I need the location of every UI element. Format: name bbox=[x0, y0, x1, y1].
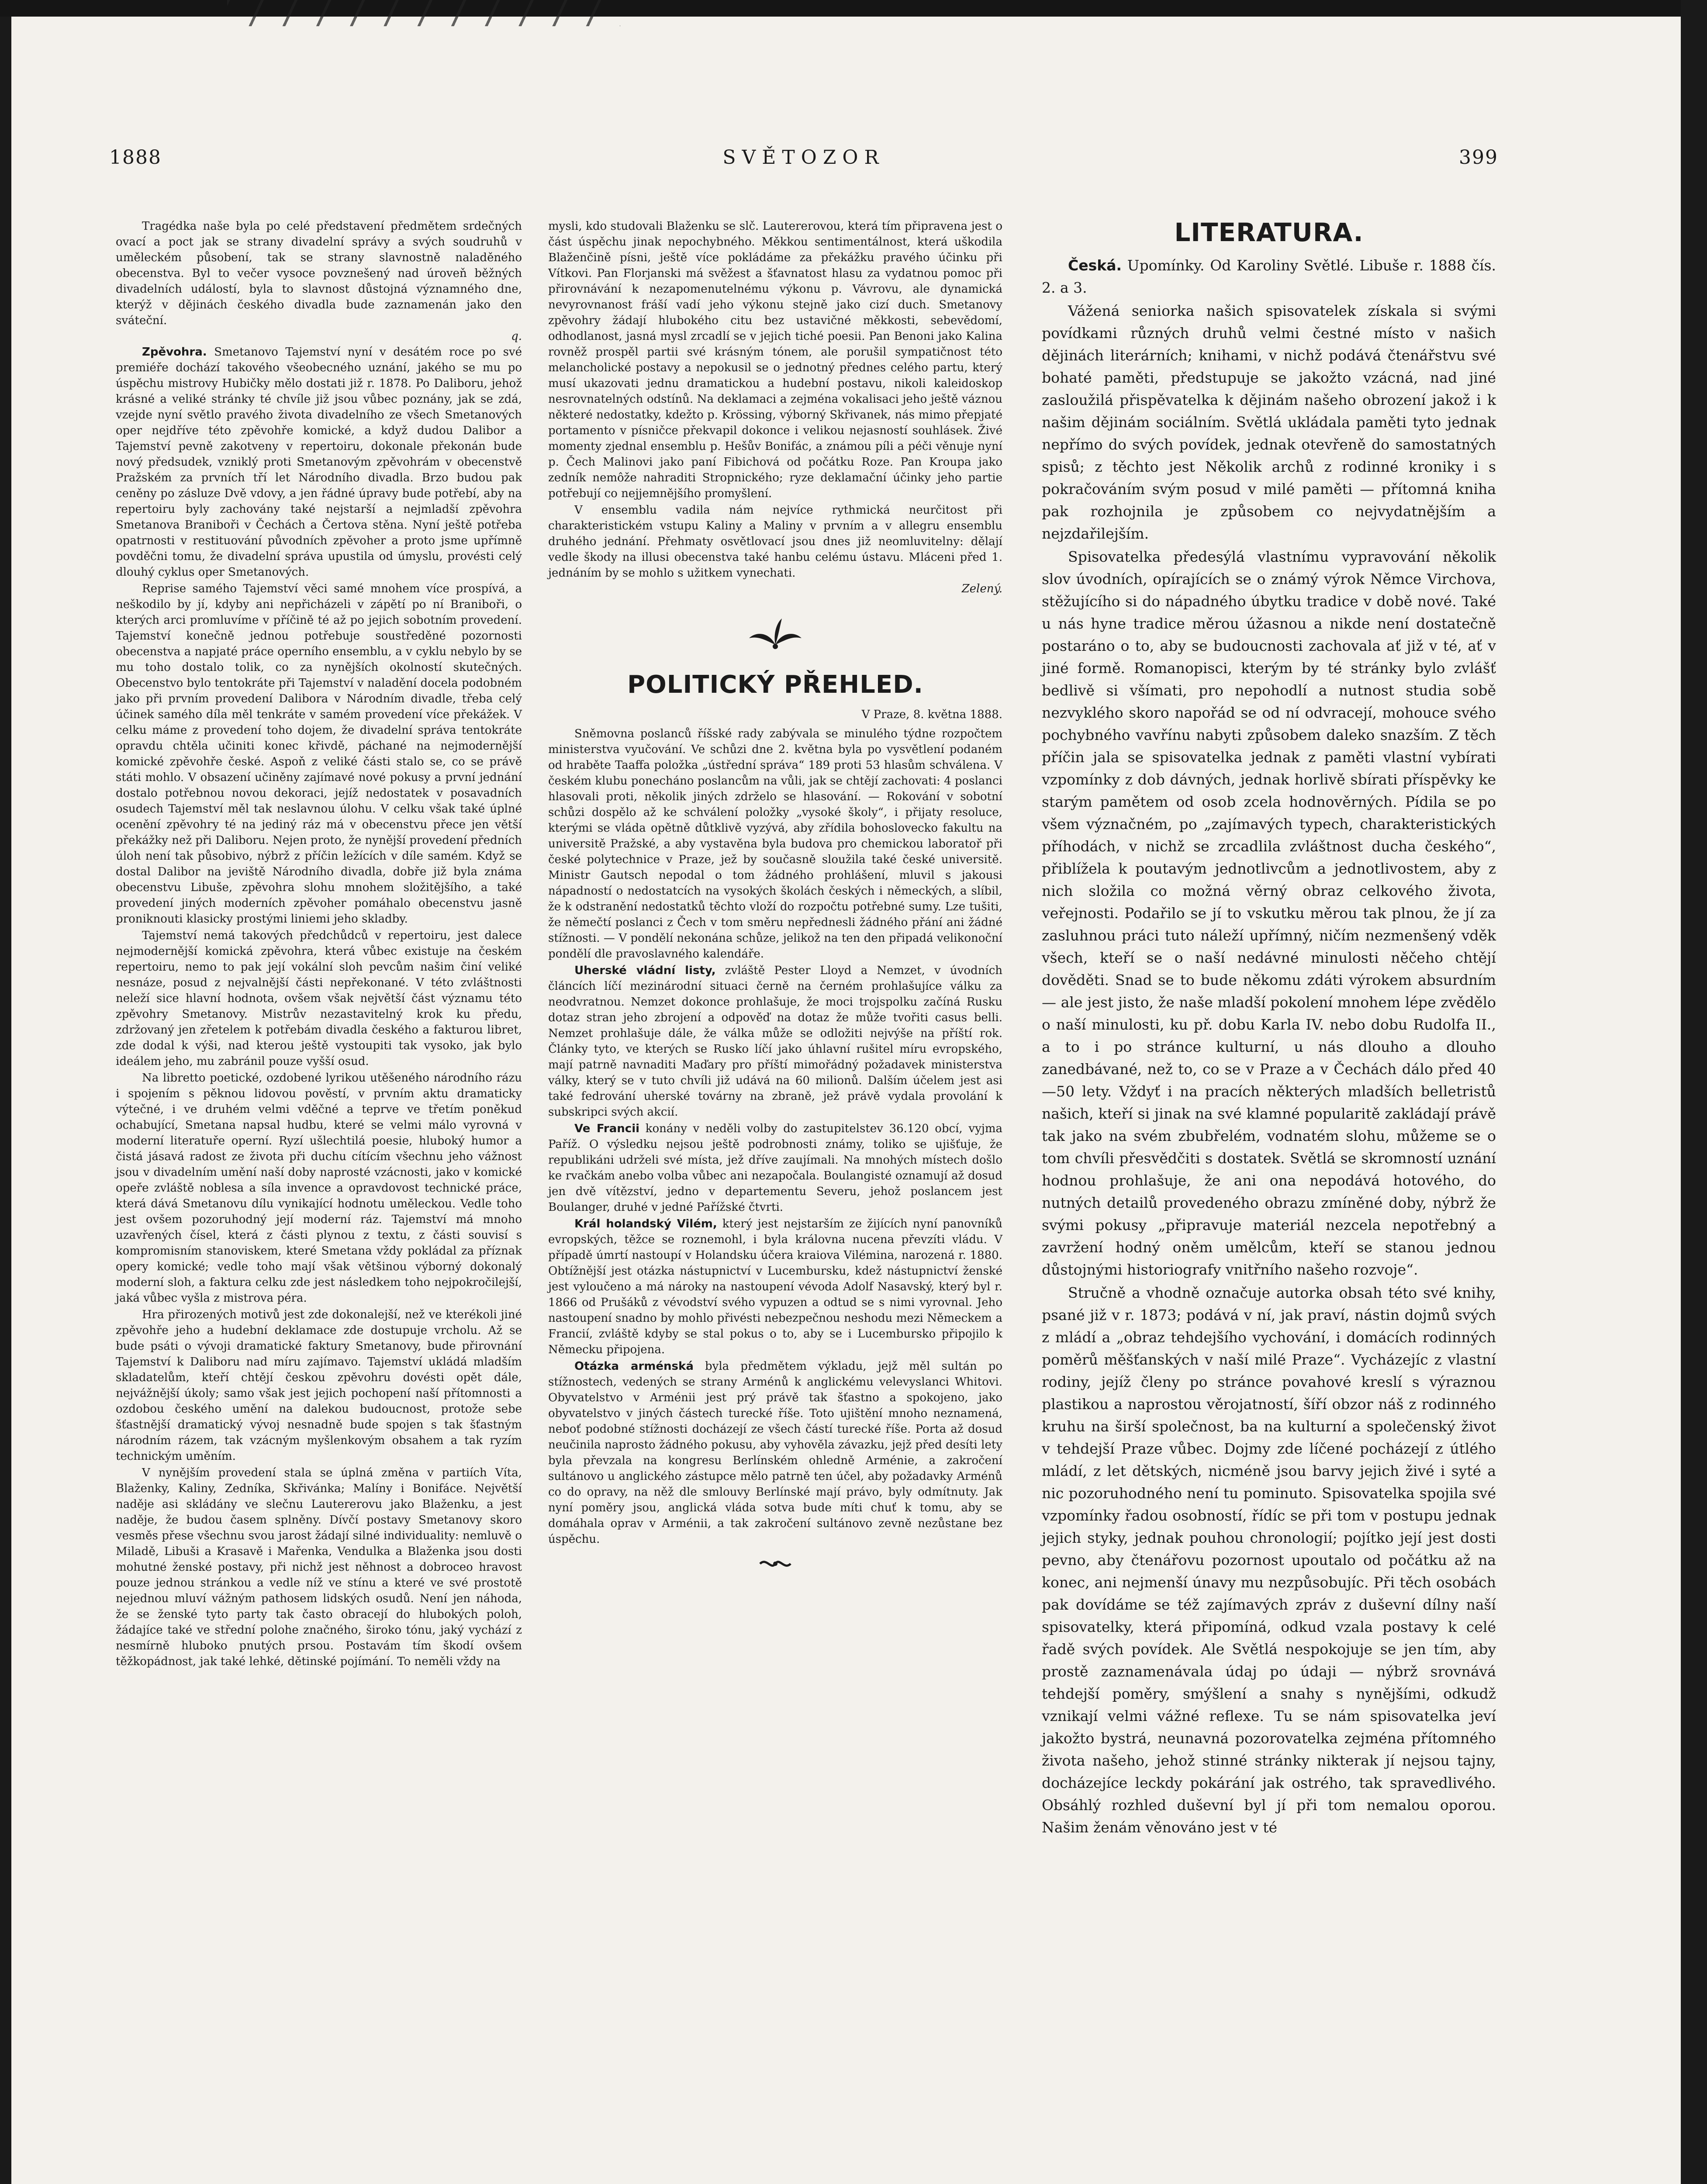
paragraph: Tajemství nemá takových předchůdců v repertoiru, jest dalece nejmodernější komická zpěvohra, která vůbec existuje na českém repertoiru, nemo to pak její vokální sloh pevcům našim činí veliké nesnáze, posud z nejvalnější části nepřekonané. V této zvláštnosti neleží sice hlavní hodnota, ovšem však největší část významu této zpěvohry Smetanovy. Mistrův nezastavitelný krok ku předu, zdržovaný jen zřetelem k potřebám divadla českého a fakturou libret, zde dodal k výši, nad kterou ještě vystoupiti tak vysoko, jak bylo ideálem jeho, mu zabránil pouze vyšší osud. bbox=[116, 929, 522, 1068]
floral-ornament-icon bbox=[743, 614, 808, 653]
scan-right-edge bbox=[1681, 0, 1707, 2184]
paragraph: Hra přirozených motivů jest zde dokonalejší, než ve kterékoli jiné zpěvohře jeho a hudební deklamace zde dostupuje vrcholu. Až se bude psáti o vývoji dramatické faktury Smetanovy, bude přirovnání Tajemství k Daliboru nad míru zajímavo. Tajemství ukládá mladším skladatelům, kteří chtějí českou zpěvohru dovésti opět dále, nejvážnější úkoly; samo však jest jejich pochopení naší přítomnosti a ozdobou českého umění na dalekou budoucnost, protože sebe šťastnější dramatický vývoj nesnadně bude spojen s tak šťastným národním rázem, tak vzácným myšlenkovým obsahem a tak ryzím technickým uměním. bbox=[116, 1308, 522, 1463]
column-middle bbox=[548, 218, 1002, 1572]
paragraph: mysli, kdo studovali Blaženku se slč. Lautererovou, která tím připravena jest o část úspěchu jinak nepochybného. Měkkou sentimentálnost, která uškodila Blaženčině písni, ještě více pokládáme za překážku pravého účinku při Vítkovi. Pan Florjanski má svěžest a šťavnatost hlasu za vydatnou pomoc při přirovnávání k nezapomenutelnému výkonu p. Vávrovu, ale dynamická nevyrovnanost fráší vadí jeho výkonu stejně jako cizí duch. Smetanovy zpěvohry žádají hlubokého citu bez ustavičné měkkosti, sebevědomí, odhodlanost, jasná mysl zrcadlí se v jejich tiché poesii. Pan Benoni jako Kalina rovněž prospěl partii své krásným tónem, ale porušil sympatičnost této melancholické postavy a nepokusil se o jednotný přednes celého partu, který musí ukazovati jednu dramatickou a hudební postavu, nikoli kaleidoskop nesrovnatelných odstínů. Na deklamaci a zejména vokalisaci jeho ještě váznou některé nedostatky, kdežto p. Krössing, výborný Skřivanek, nás mimo přepjaté portamento v písničce překvapil dokonce i velikou nejasností souhlásek. Živé momenty zjednal ensemblu p. Hešův Bonifác, a známou píli a péči věnuje nyní p. Čech Malinovi jako paní Fibichová od počátku Roze. Pan Kroupa jako zedník nemôže nahraditi Stropnického; ryze deklamační účinky jeho partie potřebují co nejjemnějšího promyšlení. bbox=[548, 220, 1002, 500]
paragraph: Ve Francii konány v neděli volby do zastupitelstev 36.120 obcí, vyjma Paříž. O výsledku nejsou ještě podrobnosti známy, toliko se ujišťuje, že republikáni udrželi své místa, jež dříve zaujímali. Na mnohých místech došlo ke rvačkám anebo volba vůbec ani nezapočala. Boulangisté oznamují až dosud jen dvě vítězství, jedno v departementu Severu, jehož poslancem jest Boulanger, druhé v jedné Pařížské čtvrti. bbox=[548, 1122, 1002, 1214]
paragraph-lead: Král holandský Vilém, bbox=[574, 1217, 717, 1230]
end-ornament-icon bbox=[756, 1555, 795, 1572]
paragraph: Spisovatelka předesýlá vlastnímu vypravování několik slov úvodních, opírajících se o známý výrok Němce Virchova, stěžujícího si do nápadného úbytku tradice v době nové. Také u nás hyne tradice měrou úžasnou a nikde není dostatečně postaráno o to, aby se budoucnosti zachovala ať již v té, ať v jiné formě. Romanopisci, kterým by té stránky bylo zvlášť bedlivě si všímati, pro nepohodlí a nutnost studia sobě nezvyklého skoro napořád se od ní odvracejí, mohouce svého pochybného vavřínu nabyti způsobem daleko snazším. Z těch příčin jala se spisovatelka jednak z paměti vlastní vybírati vzpomínky z dob dávných, jednak horlivě sbírati příspěvky ke starým pamětem od osob zcela hodnověrných. Pídila se po všem význačném, po „zajímavých typech, charakteristických příhodách, v nichž se zrcadlila zvláštnost ducha českého“, přiblížela k poutavým jednotlivcům a jednotlivostem, aby z nich složila co možná věrný obraz celkového života, veřejnosti. Podařilo se jí to vskutku měrou tak plnou, že jí za zasluhnou práci tuto náleží upřímný, ničím nezmenšený vděk všech, kteří se o naší nedávné minulosti něčeho chtějí dověděti. Snad se to bude někomu zdáti výrokem absurdním — ale jest jisto, že naše mladší pokolení mnohem lépe zvědělo o naší minulosti, ku př. dobu Karla IV. nebo dobu Rudolfa II., a to i po stránce kulturní, u nás dlouho a dlouho zanedbávané, než to, co se v Praze a v Čechách dálo před 40—50 lety. Vždyť i na pracích některých mladších belletristů našich, kteří si jinak na své klamné popularitě zakládají právě tak jako na svém zbubřelém, vodnatém slohu, můžeme se o tom chvíli přesvědčiti s dostatek. Světlá se skromností uznání hodnou prohlašuje, že ani ona nepodává hotového, do nutných detailů provedeného obrazu zmíněné doby, nýbrž že svými pokusy „připravuje materiál nezcela nepotřebný a zavržení hodný oněm umělcům, kteří se stanou jednou důstojnými historiografy vnitřního našeho rozvoje“. bbox=[1042, 548, 1496, 1278]
paragraph: V nynějším provedení stala se úplná změna v partiích Víta, Blaženky, Kaliny, Zedníka, Skřivánka; Malíny i Bonifáce. Největší naděje asi skládány ve slečnu Lautererovu jako Blaženku, a jest naděje, že budou časem splněny. Dívčí postavy Smetanovy skoro vesměs přese všechnu svou jarost žádají silné individuality: nemluvě o Miladě, Libuši a Krasavě i Mařenka, Vendulka a Blaženka jsou dosti mohutné ženské postavy, při nichž jest něhnost a dobroceo hravost pouze jednou stránkou a vedle níž ve stínu a které ve své prostotě nejednou mluví vážným pathosem lidských osudů. Není jen náhoda, že se ženské tyto party tak často obracejí do hlubokých poloh, žádajíce také ve střední polohe značného, široko tónu, jaký vychází z nesmírně hluboko pnutých prsou. Postavám tím škodí ovšem těžkopádnost, jak také lehké, dětinské pojímání. To neměli vždy na bbox=[116, 1466, 522, 1668]
page-number: 399 bbox=[1459, 146, 1498, 169]
paragraph: Reprise samého Tajemství věci samé mnohem více prospívá, a neškodilo by jí, kdyby ani nepřicházeli v zápětí po ní Braniboři, o kterých arci promluvíme v příčině té až po jejich sobotním provedení. Tajemství konečně jednou potřebuje soustředěné pozornosti obecenstva a napjaté práce operního ensemblu, a v cyklu nebylo by se mu toho dostalo tolik, co za nynějších okolností skutečných. Obecenstvo bylo tentokráte při Tajemství v naladění docela podobném jako při prvním provedení Dalibora v Národním divadle, třeba celý účinek samého díla měl tenkráte v samém provedení více překážek. V celku máme z provedení toho dojem, že divadelní správa tentokráte opravdu chtěla učiniti konec křivdě, páchané na nejmodernější komické zpěvohře české. Aspoň z veliké části stalo se, co se právě státi mohlo. V obsazení učiněny zajímavé nové pokusy a první jednání dostalo potřebnou novou dekoraci, jejíž nedostatek v posavadních osudech Tajemství měl tak neslavnou úlohu. V celku však také úplné ocenění zpěvohry té na jediný ráz má v obecenstvu přece jen větší překážky než při Daliboru. Nejen proto, že nynější provedení předních úloh není tak působivo, nýbrž z příčin ležících v díle samém. Když se dostal Dalibor na jeviště Národního divadla, dobře již byla známa obecenstvu Libuše, zpěvohra slohu mnohem složitějšího, a také provedení jiných moderních zpěvoher pomáhalo obecenstvu jasně proniknouti klasicky prostými liniemi jeho skladby. bbox=[116, 582, 522, 926]
paragraph: Uherské vládní listy, zvláště Pester Lloyd a Nemzet, v úvodních článcích líčí mezinárodní situaci černě na černém prohlašujíce válku za neodvratnou. Nemzet dokonce prohlašuje, že moci trojspolku začíná Rusku dotaz stran jeho zbrojení a odpověď na dotaz že může tvořiti casus belli. Nemzet prohlašuje dále, že válka může se odložiti nejvýše na příští rok. Články tyto, ve kterých se Rusko líčí jako úhlavní rušitel míru evropského, mají patrně navnaditi Maďary pro příští mimořádný požadavek ministerstva války, který se v tuto chvíli již udává na 60 milionů. Dalším účelem jest asi také fedrování uherské továrny na zbraně, jež právě vydala provolání k subskripci svých akcií. bbox=[548, 964, 1003, 1119]
journal-title: SVĚTOZOR bbox=[722, 146, 885, 169]
paragraph: Sněmovna poslanců říšské rady zabývala se minulého týdne rozpočtem ministerstva vyučování. Ve schůzi dne 2. května byla po vysvětlení podaném od hraběte Taaffa položka „ústřední správa“ 189 proti 53 hlasům schválena. V českém klubu ponecháno poslancům na vůli, jak se chtějí zachovati: 4 poslanci hlasovali proti, několik jiných zdrželo se hlasování. — Rokování v sobotní schůzi dospělo až ke schválení položky „vysoké školy“, i přijaty resoluce, kterými se vláda opětně důtklivě vyzývá, aby zřídila bohoslovecko fakultu na universitě Pražské, a aby vystavěna byla budova pro chemickou laboratoř při české polytechnice v Praze, jež by současně sloužila také české universitě. Ministr Gautsch nepodal o tom žádného prohlášení, mluvil s jakousi nápadností o nedostatcích na vysokých školách českých i německých, a slíbil, že k odstranění nedostatků těchto vloží do rozpočtu potřebné sumy. Lze tušiti, že němečtí poslanci z Čech v tom směru nepřednesli žádného přání ani žádné stížnosti. — V pondělí nekonána schůze, jelikož na ten den připadá velikonoční pondělí dle pravoslavného kalendáře. bbox=[548, 727, 1002, 961]
column-right bbox=[1042, 218, 1496, 1838]
paragraph: Stručně a vhodně označuje autorka obsah této své knihy, psané již v r. 1873; podává v ní, jak praví, nástin dojmů svých z mládí a „obraz tehdejšího vychování, i domácích rodinných poměrů měšťanských v naší milé Praze“. Vycházejíc z vlastní rodiny, jejíž členy po stránce povahové kreslí s výraznou plastikou a naprostou věrojatností, šíří obzor náš z rodinného kruhu na širší společnost, ba na kulturní a společenský život v tehdejší Praze vůbec. Dojmy zde líčené pocházejí z útlého mládí, z let dětských, nicméně jsou barvy jejich živé i syté a nic pozoruhodného není tu pominuto. Spisovatelka spojila své vzpomínky řadou osobností, řídíc se při tom v postupu jednak jejich styky, jednak pouhou chronologií; pojítko její jest dosti pevno, aby čtenářovu pozornost upoutalo od počátku až na konec, ani nejmenší únavy mu nezpůsobujíc. Při těch osobách pak dovídáme se též zajímavých zpráv z duševní dílny naší spisovatelky, která připomíná, odkud vzala postavy k celé řadě svých povídek. Ale Světlá nespokojuje se jen tím, aby prostě zaznamenávala údaj po údaji — nýbrž srovnává tehdejší poměry, smýšlení a snahy s nynějšími, odkudž vznikají velmi vážné reflexe. Tu se nám spisovatelka jeví jakožto bystrá, neunavná pozorovatelka zejména přítomného života našeho, jehož stinné stránky nikterak jí nejsou tajny, docházejíce leckdy pokárání jak ostrého, tak spravedlivého. Obsáhlý rozhled duševní byl jí při tom nemalou oporou. Našim ženám věnováno jest v té bbox=[1042, 1284, 1496, 1836]
section-title-politics: POLITICKÝ PŘEHLED. bbox=[627, 670, 923, 699]
author-signature: Zelený. bbox=[961, 582, 1002, 595]
paragraph: Tragédka naše byla po celé představení předmětem srdečných ovací a poct jak se strany divadelní správy a svých soudruhů v uměleckém působení, tak se strany slavnostně naladěného obecenstva. Byl to večer vysoce povznešený nad úroveň běžných divadelních událostí, byla to slavnost důstojná významného dne, kterýž v dějinách českého divadla bude zaznamenán jako den sváteční. bbox=[116, 220, 522, 327]
paragraph: Na libretto poetické, ozdobené lyrikou utěšeného národního rázu i spojením s pěknou lidovou pověstí, v prvním aktu dramaticky výtečné, i ve druhém velmi vděčné a teprve ve třetím poněkud ochabující, Smetana napsal hudbu, které se velmi málo vyrovná v moderní literatuře operní. Ryzí ušlechtilá poesie, hluboký humor a čistá jásavá radost ze života při duchu cítícím všechnu jeho vážnost jsou v divadelním umění naší doby naprosté vzácnosti, jako v komické opeře zvláště noblesa a síla invence a opravdovost technické práce, která dává Smetanovu dílu vynikající hodnotu uměleckou. Vedle toho jest ovšem pozoruhodný její moderní ráz. Tajemství má mnoho uzavřených čísel, která z části plynou z textu, z části souvisí s kompromisním stanoviskem, které Smetana vždy pokládal za příznak opery komické; vedle toho mají však většinou výborný dokonalý moderní sloh, a faktura celku zde jest následkem toho nejpokročilejší, jaká vůbec vyšla z mistrova péra. bbox=[116, 1071, 522, 1305]
paragraph: Vážená seniorka našich spisovatelek získala si svými povídkami různých druhů velmi čestné místo v našich dějinách literárních; knihami, v nichž podává čtenářstvu své bohaté paměti, předstupuje se jakožto vzácná, nad jiné zasloužilá přispěvatelka k dějinám našeho obrození jakož i k našim dějinám sociálním. Světlá ukládala paměti tyto jednak nepřímo do svých povídek, jednak otevřeně do samostatných spisů; z těchto jest Několik archů z rodinné kroniky i s pokračováním svým posud v milé paměti — přítomná kniha pak rozhojnila je způsobem co nejvydatnějším a nejzdařilejším. bbox=[1042, 302, 1496, 542]
paragraph-lead: Česká. bbox=[1068, 257, 1122, 274]
paragraph-lead: Uherské vládní listy, bbox=[574, 964, 716, 977]
paragraph: Česká. Upomínky. Od Karoliny Světlé. Libuše r. 1888 čís. 2. a 3. bbox=[1042, 257, 1496, 296]
paragraph-lead: Zpěvohra. bbox=[142, 346, 207, 359]
paragraph: Král holandský Vilém, který jest nejstarším ze žijících nyní panovníků evropských, těžce se roznemohl, i byla královna nucena převzíti vládu. V případě úmrtí nastoupí v Holandsku účera kraiova Vilémina, narozená r. 1880. Obtížnější jest otázka nástupnictví v Lucembursku, kdež nástupnictví ženské jest vyloučeno a má nároky na nastoupení vévoda Adolf Nasavský, který byl r. 1866 od Prušáků z vévodství svého vypuzen a odtud se s nimi vyrovnal. Jeho nastoupení snadno by mohlo přivésti nebezpečnou neshodu mezi Německem a Francií, zvláště kdyby se stal pokus o to, aby se i Lucembursko připojilo k Německu připojena. bbox=[548, 1217, 1002, 1356]
paragraph: Zpěvohra. Smetanovo Tajemství nyní v desátém roce po své premiéře dochází takového všeobecného uznání, jakého se mu po úspěchu mistrovy Hubičky mělo dostati již r. 1878. Po Daliboru, jehož krásné a veliké stránky té chvíle již jsou vůbec poznány, jak se zdá, vzejde nyní světlo pravého života divadelního ze všech Smetanových oper nejdříve této zpěvohře komické, a když dudou Dalibor a Tajemství pevně zakotveny v repertoiru, dokonale překonán bude nový předsudek, vzniklý proti Smetanovým zpěvohrám v obecenstvě Pražském za prvních tří let Národního divadla. Brzo budou pak ceněny po zásluze Dvě vdovy, a jen řádné úpravy bude potřebí, aby na repertoiru byly zachovány také nejstarší a nejmladší zpěvohra Smetanova Braniboři v Čechách a Čertova stěna. Nyní ještě potřeba opatrnosti v restituování původních zpěvoher a proto jsme upřímně povděčni tomu, že divadelní správa upustila od úmyslu, provésti celý dlouhý cyklus oper Smetanových. bbox=[116, 346, 522, 579]
page-header bbox=[109, 146, 1498, 181]
author-signature: q. bbox=[511, 330, 522, 343]
dateline: V Praze, 8. května 1888. bbox=[861, 708, 1002, 721]
scan-top-marks bbox=[227, 0, 620, 26]
section-title-literature: LITERATURA. bbox=[1174, 218, 1364, 247]
paragraph-lead: Ve Francii bbox=[574, 1122, 640, 1135]
header-year: 1888 bbox=[109, 146, 162, 169]
paragraph: Otázka arménská byla předmětem výkladu, jejž měl sultán po stížnostech, vedených se strany Arménů k anglickému velevyslanci Whitovi. Obyvatelstvo v Arménii jest prý právě tak šťastno a spokojeno, jako obyvatelstvo v jiných částech turecké říše. Toto ujištění mnoho neznamená, neboť podobné stížnosti docházejí ze všech částí turecké říše. Porta až dosud neučinila naprosto žádného pokusu, aby vyhověla závazku, jejž před desíti lety byla převzala na kongresu Berlínském ohledně Arménie, a zakročení sultánovo u anglického zástupce mělo patrně ten účel, aby požadavky Arménů co do opravy, na něž dle smlouvy Berlínské mají právo, byly odmítnuty. Jak nyní poměry jsou, anglická vláda sotva bude míti chuť k tomu, aby se domáhala oprav v Arménii, a tak zakročení sultánovo zevně nezůstane bez úspěchu. bbox=[548, 1360, 1002, 1546]
paragraph: V ensemblu vadila nám nejvíce rythmická neurčitost při charakteristickém vstupu Kaliny a Maliny v prvním a v allegru ensemblu druhého jednání. Přehmaty osvětlovací jsou dnes již neomluvitelny: dělají vedle škody na illusi obecenstva také hanbu celému ústavu. Mláceni před 1. jednáním by se mohlo s užitkem vynechati. bbox=[548, 504, 1002, 580]
column-left bbox=[116, 218, 522, 1669]
paragraph-lead: Otázka arménská bbox=[574, 1360, 694, 1373]
